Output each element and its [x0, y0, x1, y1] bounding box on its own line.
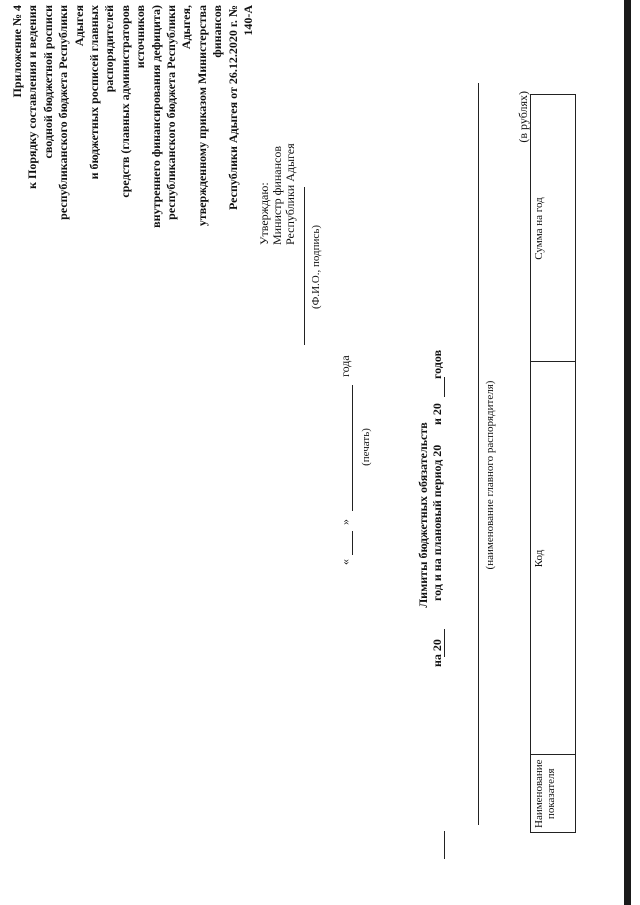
date-year-word: года — [338, 355, 352, 377]
table-header-row — [531, 95, 576, 833]
page-bottom-border — [624, 0, 631, 905]
period-year-line — [444, 629, 445, 657]
signature-line — [304, 187, 305, 345]
date-close-quote: » — [338, 519, 352, 525]
date-open-quote: « — [338, 559, 352, 565]
appendix-line: Республики Адыгея от 26.12.2020 г. № 140-А — [225, 5, 256, 211]
stamp-caption: (печать) — [360, 428, 372, 466]
period-prefix: на 20 — [430, 639, 444, 667]
period-year-line — [444, 377, 445, 397]
distributor-line — [478, 83, 479, 825]
column-header-code: Код — [531, 362, 576, 755]
approval-position: Республики Адыгея — [283, 143, 297, 245]
appendix-line: утвержденному приказом Министерства финансов — [194, 5, 225, 227]
approval-block — [258, 135, 297, 245]
appendix-line: и бюджетных росписей главных распорядителей — [87, 5, 117, 180]
units-caption: (в рублях) — [516, 91, 530, 143]
period-suffix: годов — [430, 349, 444, 379]
distributor-caption: (наименование главного распорядителя) — [484, 380, 496, 570]
appendix-line: к Порядку составления и ведения — [25, 5, 40, 189]
document-title: Лимиты бюджетных обязательств — [416, 422, 430, 608]
appendix-line: Приложение № 4 — [10, 5, 24, 98]
date-month-line — [352, 385, 353, 511]
signature-caption: (Ф.И.О., подпись) — [310, 225, 322, 309]
column-header-sum: Сумма на год — [531, 95, 576, 362]
date-day-line — [352, 531, 353, 555]
limits-table — [530, 94, 576, 833]
appendix-line: внутреннего финансирования дефицита) — [148, 5, 163, 228]
period-and: и 20 — [430, 403, 444, 425]
appendix-line: республиканского бюджета Республики Адыгея, — [164, 5, 194, 220]
approval-position: Министр финансов — [270, 145, 284, 245]
appendix-line: средств (главных администраторов источников — [117, 5, 148, 198]
appendix-line: республиканского бюджета Республики Адыгея — [56, 5, 86, 220]
appendix-line: сводной бюджетной росписи — [40, 5, 55, 159]
period-year-line — [444, 831, 445, 859]
column-header-indicator: Наименование показателя — [531, 755, 576, 833]
appendix-header — [10, 5, 257, 233]
period-mid: год и на плановый период 20 — [430, 444, 444, 601]
approval-label: Утверждаю: — [257, 182, 271, 245]
